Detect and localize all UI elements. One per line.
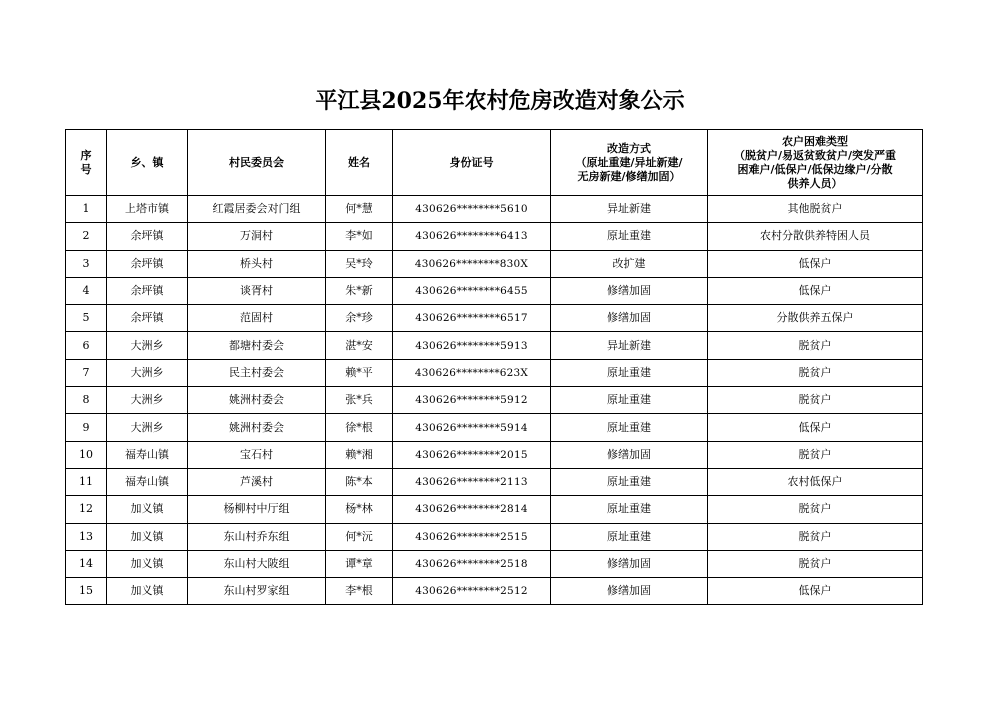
cell-method: 改扩建 <box>551 250 708 277</box>
cell-name: 李*根 <box>326 578 393 605</box>
cell-name: 赖*平 <box>326 359 393 386</box>
cell-name: 何*慧 <box>326 196 393 223</box>
cell-seq: 11 <box>66 468 107 495</box>
cell-seq: 3 <box>66 250 107 277</box>
cell-village: 东山村乔东组 <box>188 523 326 550</box>
cell-seq: 12 <box>66 496 107 523</box>
cell-method: 原址重建 <box>551 387 708 414</box>
cell-town: 福寿山镇 <box>107 441 188 468</box>
header-row <box>66 130 923 196</box>
cell-town: 大洲乡 <box>107 387 188 414</box>
page-title: 平江县2025年农村危房改造对象公示 <box>315 88 685 114</box>
cell-seq: 2 <box>66 223 107 250</box>
cell-seq: 1 <box>66 196 107 223</box>
cell-method: 修缮加固 <box>551 578 708 605</box>
cell-town: 余坪镇 <box>107 250 188 277</box>
cell-seq: 7 <box>66 359 107 386</box>
cell-seq: 14 <box>66 550 107 577</box>
cell-method: 异址新建 <box>551 196 708 223</box>
cell-type: 脱贫户 <box>708 332 923 359</box>
cell-method: 原址重建 <box>551 414 708 441</box>
cell-name: 陈*本 <box>326 468 393 495</box>
cell-type: 其他脱贫户 <box>708 196 923 223</box>
cell-type: 脱贫户 <box>708 496 923 523</box>
cell-name: 李*如 <box>326 223 393 250</box>
cell-village: 桥头村 <box>188 250 326 277</box>
table-row <box>66 305 923 332</box>
cell-name: 徐*根 <box>326 414 393 441</box>
cell-village: 宝石村 <box>188 441 326 468</box>
cell-type: 低保户 <box>708 277 923 304</box>
cell-town: 加义镇 <box>107 550 188 577</box>
cell-village: 都塘村委会 <box>188 332 326 359</box>
header-type: 农户困难类型 （脱贫户/易返贫致贫户/突发严重 困难户/低保户/低保边缘户/分散 供养人员） <box>708 130 923 196</box>
cell-seq: 13 <box>66 523 107 550</box>
cell-method: 原址重建 <box>551 359 708 386</box>
cell-type: 低保户 <box>708 250 923 277</box>
cell-seq: 4 <box>66 277 107 304</box>
table-row <box>66 441 923 468</box>
table-row <box>66 523 923 550</box>
cell-type: 低保户 <box>708 578 923 605</box>
cell-method: 修缮加固 <box>551 305 708 332</box>
cell-village: 东山村罗家组 <box>188 578 326 605</box>
cell-town: 加义镇 <box>107 523 188 550</box>
cell-name: 吴*玲 <box>326 250 393 277</box>
cell-seq: 6 <box>66 332 107 359</box>
cell-method: 原址重建 <box>551 223 708 250</box>
cell-id: 430626********5912 <box>393 387 551 414</box>
table-row <box>66 578 923 605</box>
cell-type: 分散供养五保户 <box>708 305 923 332</box>
cell-type: 农村分散供养特困人员 <box>708 223 923 250</box>
cell-id: 430626********6413 <box>393 223 551 250</box>
cell-village: 范固村 <box>188 305 326 332</box>
cell-village: 芦溪村 <box>188 468 326 495</box>
cell-town: 余坪镇 <box>107 305 188 332</box>
cell-name: 余*珍 <box>326 305 393 332</box>
cell-town: 大洲乡 <box>107 414 188 441</box>
cell-village: 红霞居委会对门组 <box>188 196 326 223</box>
beneficiary-table <box>65 129 923 605</box>
cell-name: 杨*林 <box>326 496 393 523</box>
cell-id: 430626********623X <box>393 359 551 386</box>
cell-id: 430626********2814 <box>393 496 551 523</box>
cell-method: 原址重建 <box>551 496 708 523</box>
cell-seq: 8 <box>66 387 107 414</box>
cell-id: 430626********2515 <box>393 523 551 550</box>
cell-method: 异址新建 <box>551 332 708 359</box>
cell-town: 加义镇 <box>107 496 188 523</box>
header-method: 改造方式 （原址重建/异址新建/ 无房新建/修缮加固） <box>551 130 708 196</box>
header-id: 身份证号 <box>393 130 551 196</box>
cell-town: 大洲乡 <box>107 332 188 359</box>
cell-village: 东山村大陂组 <box>188 550 326 577</box>
table-row <box>66 468 923 495</box>
cell-name: 朱*新 <box>326 277 393 304</box>
cell-method: 修缮加固 <box>551 277 708 304</box>
cell-seq: 15 <box>66 578 107 605</box>
table-row <box>66 332 923 359</box>
cell-village: 姚洲村委会 <box>188 387 326 414</box>
cell-id: 430626********6455 <box>393 277 551 304</box>
header-name: 姓名 <box>326 130 393 196</box>
header-village: 村民委员会 <box>188 130 326 196</box>
cell-type: 脱贫户 <box>708 387 923 414</box>
cell-village: 杨柳村中厅组 <box>188 496 326 523</box>
cell-type: 低保户 <box>708 414 923 441</box>
cell-id: 430626********2015 <box>393 441 551 468</box>
cell-type: 脱贫户 <box>708 523 923 550</box>
cell-name: 张*兵 <box>326 387 393 414</box>
table-row <box>66 277 923 304</box>
table-row <box>66 250 923 277</box>
cell-type: 脱贫户 <box>708 550 923 577</box>
cell-seq: 10 <box>66 441 107 468</box>
cell-type: 脱贫户 <box>708 441 923 468</box>
cell-id: 430626********2512 <box>393 578 551 605</box>
header-seq: 序 号 <box>66 130 107 196</box>
cell-name: 赖*湘 <box>326 441 393 468</box>
cell-town: 大洲乡 <box>107 359 188 386</box>
cell-village: 民主村委会 <box>188 359 326 386</box>
cell-type: 农村低保户 <box>708 468 923 495</box>
cell-town: 余坪镇 <box>107 277 188 304</box>
cell-town: 余坪镇 <box>107 223 188 250</box>
cell-town: 福寿山镇 <box>107 468 188 495</box>
cell-seq: 9 <box>66 414 107 441</box>
cell-town: 加义镇 <box>107 578 188 605</box>
cell-name: 湛*安 <box>326 332 393 359</box>
cell-name: 何*沅 <box>326 523 393 550</box>
cell-id: 430626********5914 <box>393 414 551 441</box>
cell-id: 430626********6517 <box>393 305 551 332</box>
cell-type: 脱贫户 <box>708 359 923 386</box>
table-row <box>66 196 923 223</box>
cell-village: 谈胥村 <box>188 277 326 304</box>
table-row <box>66 387 923 414</box>
cell-name: 谭*章 <box>326 550 393 577</box>
cell-method: 修缮加固 <box>551 550 708 577</box>
table-row <box>66 223 923 250</box>
cell-id: 430626********2113 <box>393 468 551 495</box>
cell-id: 430626********830X <box>393 250 551 277</box>
table-body <box>66 196 923 605</box>
cell-id: 430626********2518 <box>393 550 551 577</box>
cell-id: 430626********5610 <box>393 196 551 223</box>
cell-method: 原址重建 <box>551 523 708 550</box>
cell-id: 430626********5913 <box>393 332 551 359</box>
cell-method: 修缮加固 <box>551 441 708 468</box>
table-row <box>66 414 923 441</box>
table-row <box>66 496 923 523</box>
table-row <box>66 550 923 577</box>
cell-village: 万洞村 <box>188 223 326 250</box>
table-row <box>66 359 923 386</box>
cell-method: 原址重建 <box>551 468 708 495</box>
cell-seq: 5 <box>66 305 107 332</box>
header-town: 乡、镇 <box>107 130 188 196</box>
cell-village: 姚洲村委会 <box>188 414 326 441</box>
cell-town: 上塔市镇 <box>107 196 188 223</box>
